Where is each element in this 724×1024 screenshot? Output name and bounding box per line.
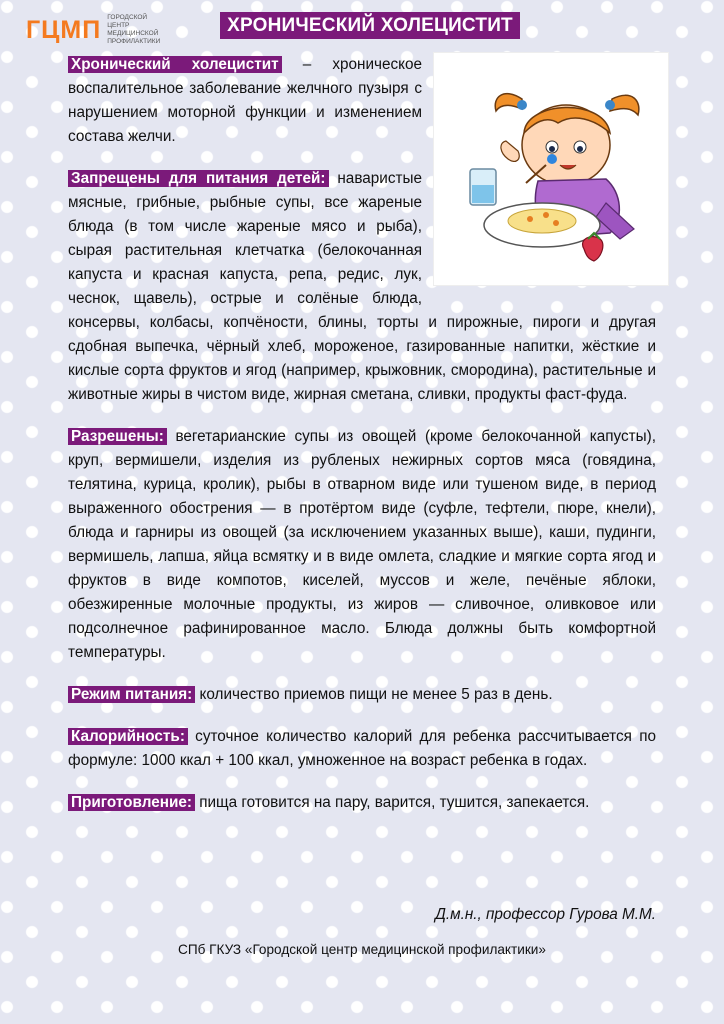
forbidden-label: Запрещены для питания детей: — [68, 170, 329, 187]
calories-text: суточное количество калорий для ребенка рассчитывается по формуле: 1000 ккал + 100 ккал, умноженное на возраст ребенка в годах. — [68, 728, 656, 769]
definition-label: Хронический холецистит — [68, 56, 282, 73]
cooking-label: Приготовление: — [68, 794, 195, 811]
child-eating-illustration — [434, 53, 668, 285]
logo — [26, 14, 169, 46]
forbidden-text: наваристые мясные, грибные, рыбные супы, все жареные блюда (в том числе жареные мясо и рыба), сырая растительная клетчатка (белокочанная капуста и красная капуста, репа, редис, лук, чеснок, щавель), острые и солёные блюда, консервы, колбасы, копчёности, блины, торты и пирожные, пироги и другая сдобная выпечка, чёрный хлеб, мороженое, газированные напитки, жёсткие и кислые сорта фруктов и ягод (например, крыжовник, смородина), растительные и животные жиры в чистом виде, жирная сметана, сливки, продукты фаст-фуда. — [68, 170, 656, 403]
regime-paragraph — [68, 683, 656, 707]
article-body — [68, 53, 656, 815]
author-signature: Д.м.н., профессор Гурова М.М. — [435, 906, 656, 923]
cooking-paragraph — [68, 791, 656, 815]
calories-paragraph — [68, 725, 656, 773]
girl-eating-icon — [434, 53, 668, 285]
regime-text: количество приемов пищи не менее 5 раз в день. — [195, 686, 553, 703]
logo-mark: ГЦМП — [26, 15, 102, 44]
logo-text: ГОРОДСКОЙ ЦЕНТР МЕДИЦИНСКОЙ ПРОФИЛАКТИКИ — [107, 14, 161, 45]
page-title: ХРОНИЧЕСКИЙ ХОЛЕЦИСТИТ — [220, 12, 520, 39]
calories-label: Калорийность: — [68, 728, 188, 745]
regime-label: Режим питания: — [68, 686, 195, 703]
allowed-paragraph — [68, 425, 656, 665]
footer-organization: СПб ГКУЗ «Городской центр медицинской профилактики» — [178, 942, 546, 957]
allowed-label: Разрешены: — [68, 428, 167, 445]
definition-text: – хроническое воспалительное заболевание желчного пузыря с нарушением моторной функции и изменением состава желчи. — [68, 56, 423, 145]
allowed-text: вегетарианские супы из овощей (кроме белокочанной капусты), круп, вермишели, изделия из рубленых нежирных сортов мяса (говядина, телятина, курица, кролик), рыбы в отварном виде или тушеном виде, в период выраженного обострения — в протёртом виде (суфле, тефтели, пюре, кнели), блюда и гарниры из овощей (за исключением указанных выше), каши, пудинги, вермишель, лапша, яйца всмятку и в виде омлета, сладкие и мягкие сорта ягод и фруктов в виде компотов, киселей, муссов и желе, печёные яблоки, обезжиренные молочные продукты, из жиров — сливочное, оливковое или подсолнечное рафинированное масло. Блюда должны быть комфортной температуры. — [68, 428, 656, 661]
cooking-text: пища готовится на пару, варится, тушится, запекается. — [194, 794, 590, 811]
